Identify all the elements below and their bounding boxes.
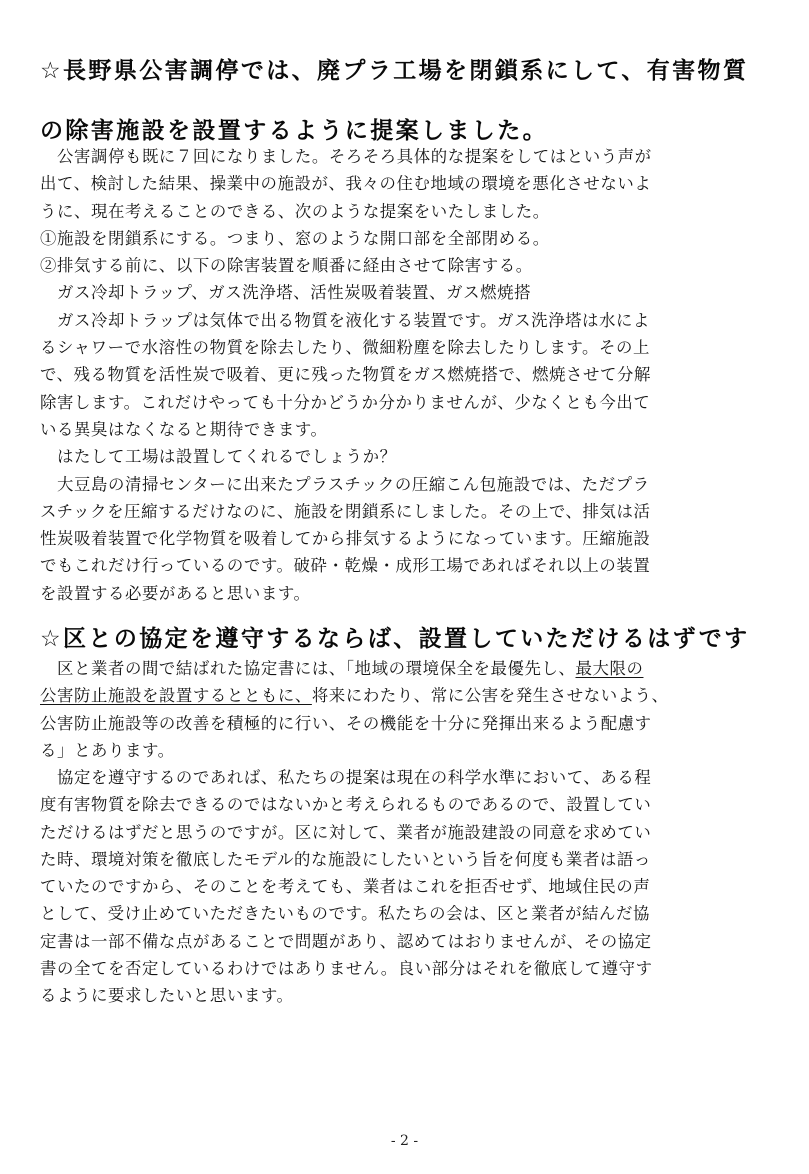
section1-heading-line2: の除害施設を設置するように提案しました。 xyxy=(40,118,548,144)
section1-heading-line1: ☆長野県公害調停では、廃プラ工場を閉鎖系にして、有害物質 xyxy=(40,58,749,84)
section2-p1-line2-text: 将来にわたり、常に公害を発生させないよう、 xyxy=(311,686,669,706)
section1-body-line-16: でもこれだけ行っているのです。破砕・乾燥・成形工場であればそれ以上の装置 xyxy=(40,556,651,576)
section2-p2-line-3: ただけるはずだと思うのですが。区に対して、業者が施設建設の同意を求めてい xyxy=(40,822,652,842)
section1-body-line-12: はたして工場は設置してくれるでしょうか？ xyxy=(40,447,397,467)
section2-p2-line-4: た時、環境対策を徹底したモデル的な施設にしたいという旨を何度も業者は語っ xyxy=(40,849,651,869)
section1-body-line-17: を設置する必要があると思います。 xyxy=(40,583,311,603)
section1-body-line-6: ガス冷却トラップ、ガス洗浄塔、活性炭吸着装置、ガス燃焼搭 xyxy=(40,283,532,303)
section2-p1-line4: る」とあります。 xyxy=(40,740,175,760)
section1-body xyxy=(40,143,770,607)
section2-p2-line-2: 度有害物質を除去できるのではないかと考えられるものであるので、設置してい xyxy=(40,795,652,815)
underlined-phrase: 公害防止施設を設置するとともに、 xyxy=(40,686,312,706)
section2-p2-line-5: ていたのですから、そのことを考えても、業者はこれを拒否せず、地域住民の声 xyxy=(40,877,651,897)
section2-p2-line-9: るように要求したいと思います。 xyxy=(40,986,294,1006)
section1-body-line-2: 出て、検討した結果、操業中の施設が、我々の住む地域の環境を悪化させないよ xyxy=(40,174,652,194)
section2-p1-line2 xyxy=(40,682,770,709)
section2-p2-line-1: 協定を遵守するのであれば、私たちの提案は現在の科学水準において、ある程 xyxy=(40,768,652,787)
section2-p1-line1-text: 区と業者の間で結ばれた協定書には、「地域の環境保全を最優先し、 xyxy=(40,659,576,678)
section2-paragraph1 xyxy=(40,655,770,764)
section1-body-line-4: ①施設を閉鎖系にする。つまり、窓のような開口部を全部閉める。 xyxy=(40,228,550,248)
section1-body-line-15: 性炭吸着装置で化学物質を吸着してから排気するようになっています。圧縮施設 xyxy=(40,529,651,549)
section2-p2-line-8: 書の全てを否定しているわけではありません。良い部分はそれを徹底して遵守す xyxy=(40,959,653,979)
section2-p2-line-7: 定書は一部不備な点があることで問題があり、認めてはおりませんが、その協定 xyxy=(40,931,652,951)
section2-p1-line3: 公害防止施設等の改善を積極的に行い、その機能を十分に発揮出来るよう配慮す xyxy=(40,713,652,733)
section1-body-line-7: ガス冷却トラップは気体で出る物質を液化する装置です。ガス洗浄塔は水によ xyxy=(40,310,651,330)
section2-p1-line1 xyxy=(40,655,770,682)
underlined-phrase: 最大限の xyxy=(575,659,644,678)
section2-heading: ☆区との協定を遵守するならば、設置していただけるはずです xyxy=(40,626,750,652)
section1-body-line-14: スチックを圧縮するだけなのに、施設を閉鎖系にしました。その上で、排気は活 xyxy=(40,501,651,521)
section1-body-line-13: 大豆島の清掃センターに出来たプラスチックの圧縮こん包施設では、ただプラ xyxy=(40,474,650,494)
page-number: - 2 - xyxy=(390,1133,419,1149)
section1-body-line-10: 除害します。これだけやっても十分かどうか分かりませんが、少なくとも今出て xyxy=(40,392,651,412)
section1-body-line-1: 公害調停も既に７回になりました。そろそろ具体的な提案をしてはという声が xyxy=(40,147,652,166)
section2-p2-line-6: として、受け止めていただきたいものです。私たちの会は、区と業者が結んだ協 xyxy=(40,904,651,924)
section1-body-line-8: るシャワーで水溶性の物質を除去したり、微細粉塵を除去したりします。その上 xyxy=(40,338,651,358)
section1-body-line-11: いる異臭はなくなると期待できます。 xyxy=(40,419,328,439)
section2-paragraph2 xyxy=(40,764,770,1010)
section1-body-line-9: で、残る物質を活性炭で吸着、更に残った物質をガス燃焼搭で、燃焼させて分解 xyxy=(40,365,652,385)
section1-body-line-3: うに、現在考えることのできる、次のような提案をいたしました。 xyxy=(40,201,550,221)
section1-body-line-5: ②排気する前に、以下の除害装置を順番に経由させて除害する。 xyxy=(40,256,533,276)
